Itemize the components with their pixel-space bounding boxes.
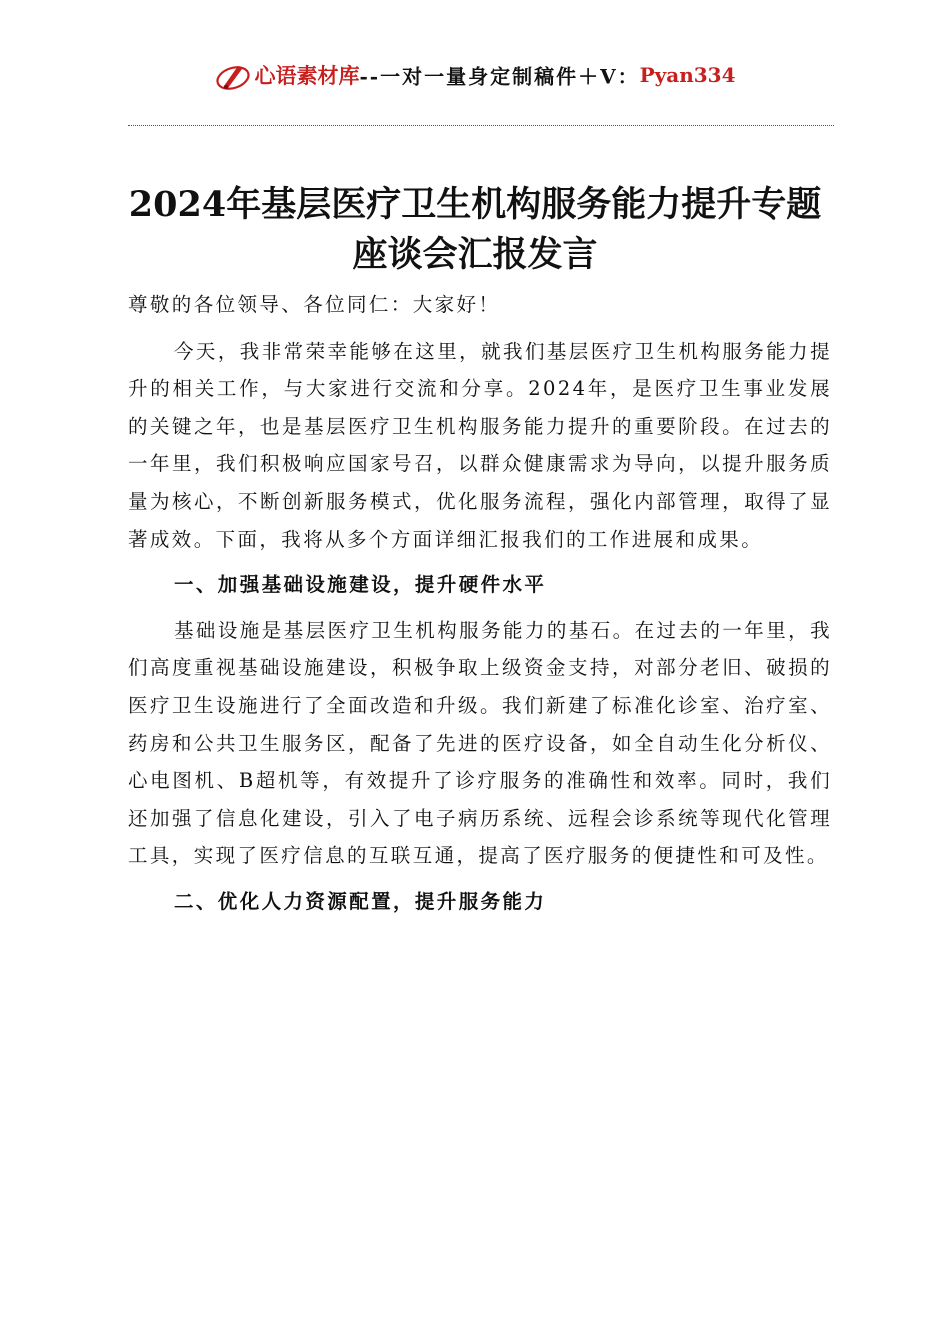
page-header [0,58,950,102]
paragraph-infrastructure: 基础设施是基层医疗卫生机构服务能力的基石。在过去的一年里，我们高度重视基础设施建设，积极争取上级资金支持，对部分老旧、破损的医疗卫生设施进行了全面改造和升级。我们新建了标准化诊室、治疗室、药房和公共卫生服务区，配备了先进的医疗设备，如全自动生化分析仪、心电图机、B超机等，有效提升了诊疗服务的准确性和效率。同时，我们还加强了信息化建设，引入了电子病历系统、远程会诊系统等现代化管理工具，实现了医疗信息的互联互通，提高了医疗服务的便捷性和可及性。 [128,618,832,868]
pen-nib-logo-icon [214,58,252,92]
header-divider [128,125,834,126]
document-title [100,180,850,280]
title-line-1: 2024年基层医疗卫生机构服务能力提升专题 [128,184,822,225]
paragraph-intro: 今天，我非常荣幸能够在这里，就我们基层医疗卫生机构服务能力提升的相关工作，与大家进行交流和分享。2024年，是医疗卫生事业发展的关键之年，也是基层医疗卫生机构服务能力提升的重要阶段。在过去的一年里，我们积极响应国家号召，以群众健康需求为导向，以提升服务质量为核心，不断创新服务模式，优化服务流程，强化内部管理，取得了显著成效。下面，我将从多个方面详细汇报我们的工作进展和成果。 [128,339,832,551]
section-heading-1: 一、加强基础设施建设，提升硬件水平 [174,573,547,597]
section-heading-2: 二、优化人力资源配置，提升服务能力 [174,889,547,913]
header-slogan: --一对一量身定制稿件＋V： [359,64,640,89]
document-body [128,286,832,929]
brand-name: 心语素材库 [254,63,360,88]
greeting: 尊敬的各位领导、各位同仁：大家好！ [128,293,501,316]
title-line-2: 座谈会汇报发言 [352,234,598,275]
contact-id: Pyan334 [639,63,736,87]
